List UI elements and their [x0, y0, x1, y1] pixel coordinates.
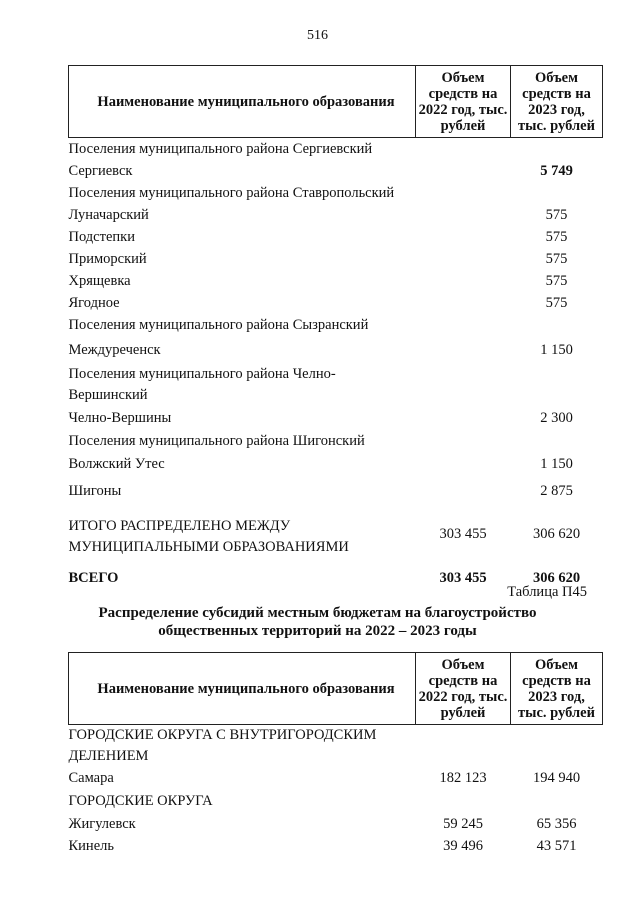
table-row [69, 248, 603, 270]
row-2023 [511, 364, 603, 406]
row-2022 [416, 476, 511, 506]
total-distributed-2023: 306 620 [532, 526, 581, 542]
row-name: Луначарский [68, 207, 149, 223]
row-2023: 575 [545, 251, 568, 267]
total-label: ВСЕГО [68, 570, 119, 586]
table-caption: Таблица П45 [507, 584, 587, 600]
row-name: Приморский [68, 251, 147, 267]
table-row [69, 138, 603, 161]
row-name: Жигулевск [68, 816, 136, 832]
table-row [69, 204, 603, 226]
total-distributed-row [69, 506, 603, 562]
table-row [69, 270, 603, 292]
row-name: Подстепки [68, 229, 135, 245]
row-2022 [416, 725, 511, 768]
header-name: Наименование муниципального образования [69, 653, 416, 725]
header-2022: Объем средств на 2022 год, тыс. рублей [416, 66, 511, 138]
row-name: Самара [68, 770, 114, 786]
row-2022 [416, 364, 511, 406]
table-row [69, 292, 603, 314]
row-2022 [416, 160, 511, 182]
row-2022 [416, 248, 511, 270]
table-row [69, 160, 603, 182]
row-2022: 182 123 [439, 770, 487, 786]
table-row [69, 476, 603, 506]
table-row [69, 725, 603, 768]
subsidy-table-continued [68, 65, 603, 594]
row-2023: 575 [545, 295, 568, 311]
table-row [69, 226, 603, 248]
table-row [69, 767, 603, 789]
row-name: Междуреченск [68, 342, 161, 358]
row-2023 [511, 138, 603, 161]
row-2023 [511, 789, 603, 813]
row-2022 [416, 138, 511, 161]
row-2023 [511, 182, 603, 204]
table-row [69, 314, 603, 336]
row-2022 [416, 314, 511, 336]
row-2022 [416, 226, 511, 248]
table-row [69, 406, 603, 430]
row-2022 [416, 270, 511, 292]
row-2022: 59 245 [443, 816, 483, 832]
table-header-row [69, 66, 603, 138]
table-row [69, 789, 603, 813]
row-name: Хрящевка [68, 273, 131, 289]
row-name: Сергиевск [68, 163, 133, 179]
header-name: Наименование муниципального образования [69, 66, 416, 138]
total-2022: 303 455 [439, 570, 487, 586]
table-title-line2: общественных территорий на 2022 – 2023 годы [158, 623, 477, 639]
row-name: Поселения муниципального района Сызранский [68, 317, 369, 333]
row-2023 [511, 725, 603, 768]
row-2023 [511, 314, 603, 336]
row-name: Поселения муниципального района Ставропольский [68, 185, 395, 201]
row-2022 [416, 430, 511, 452]
header-2023: Объем средств на 2023 год, тыс. рублей [511, 66, 603, 138]
row-2022 [416, 789, 511, 813]
header-2023: Объем средств на 2023 год, тыс. рублей [511, 653, 603, 725]
row-name: Поселения муниципального района Шигонский [68, 433, 365, 449]
row-2023: 65 356 [536, 816, 577, 832]
total-distributed-2022: 303 455 [439, 526, 487, 542]
row-2022 [416, 452, 511, 476]
table-row [69, 182, 603, 204]
row-name: Ягодное [68, 295, 120, 311]
page-number: 516 [307, 28, 328, 43]
header-2022: Объем средств на 2022 год, тыс. рублей [416, 653, 511, 725]
row-2023: 1 150 [540, 342, 573, 358]
row-2023: 194 940 [532, 770, 581, 786]
table-row [69, 336, 603, 364]
table-row [69, 452, 603, 476]
row-2023: 5 749 [540, 163, 573, 179]
row-2023: 575 [545, 229, 568, 245]
table-title-line1: Распределение субсидий местным бюджетам на благоустройство [98, 605, 537, 621]
table-row [69, 835, 603, 857]
table-header-row [69, 653, 603, 725]
row-name: ГОРОДСКИЕ ОКРУГА С ВНУТРИГОРОДСКИМ ДЕЛЕНИЕМ [68, 727, 377, 764]
table-row [69, 364, 603, 406]
row-2022 [416, 204, 511, 226]
table-title [0, 604, 635, 640]
row-2022 [416, 406, 511, 430]
row-2023: 2 875 [540, 483, 573, 499]
table-row [69, 813, 603, 835]
row-name: Волжский Утес [68, 456, 165, 472]
row-2022: 39 496 [443, 838, 483, 854]
row-2023 [511, 430, 603, 452]
row-name: Кинель [68, 838, 114, 854]
row-2023: 575 [545, 207, 568, 223]
public-territories-table [68, 652, 603, 857]
total-distributed-label: ИТОГО РАСПРЕДЕЛЕНО МЕЖДУ МУНИЦИПАЛЬНЫМИ ОБРАЗОВАНИЯМИ [68, 518, 349, 555]
row-2023: 43 571 [536, 838, 577, 854]
row-name: Челно-Вершины [68, 410, 172, 426]
row-2022 [416, 182, 511, 204]
table-row [69, 430, 603, 452]
row-2023: 575 [545, 273, 568, 289]
row-name: ГОРОДСКИЕ ОКРУГА [68, 793, 213, 809]
row-2023: 1 150 [540, 456, 573, 472]
row-name: Поселения муниципального района Сергиевский [68, 141, 373, 157]
row-2022 [416, 292, 511, 314]
row-name: Поселения муниципального района Челно-Вершинский [68, 366, 336, 403]
row-2023: 2 300 [540, 410, 573, 426]
row-2022 [416, 336, 511, 364]
total-2023: 306 620 [532, 570, 581, 586]
row-name: Шигоны [68, 483, 122, 499]
